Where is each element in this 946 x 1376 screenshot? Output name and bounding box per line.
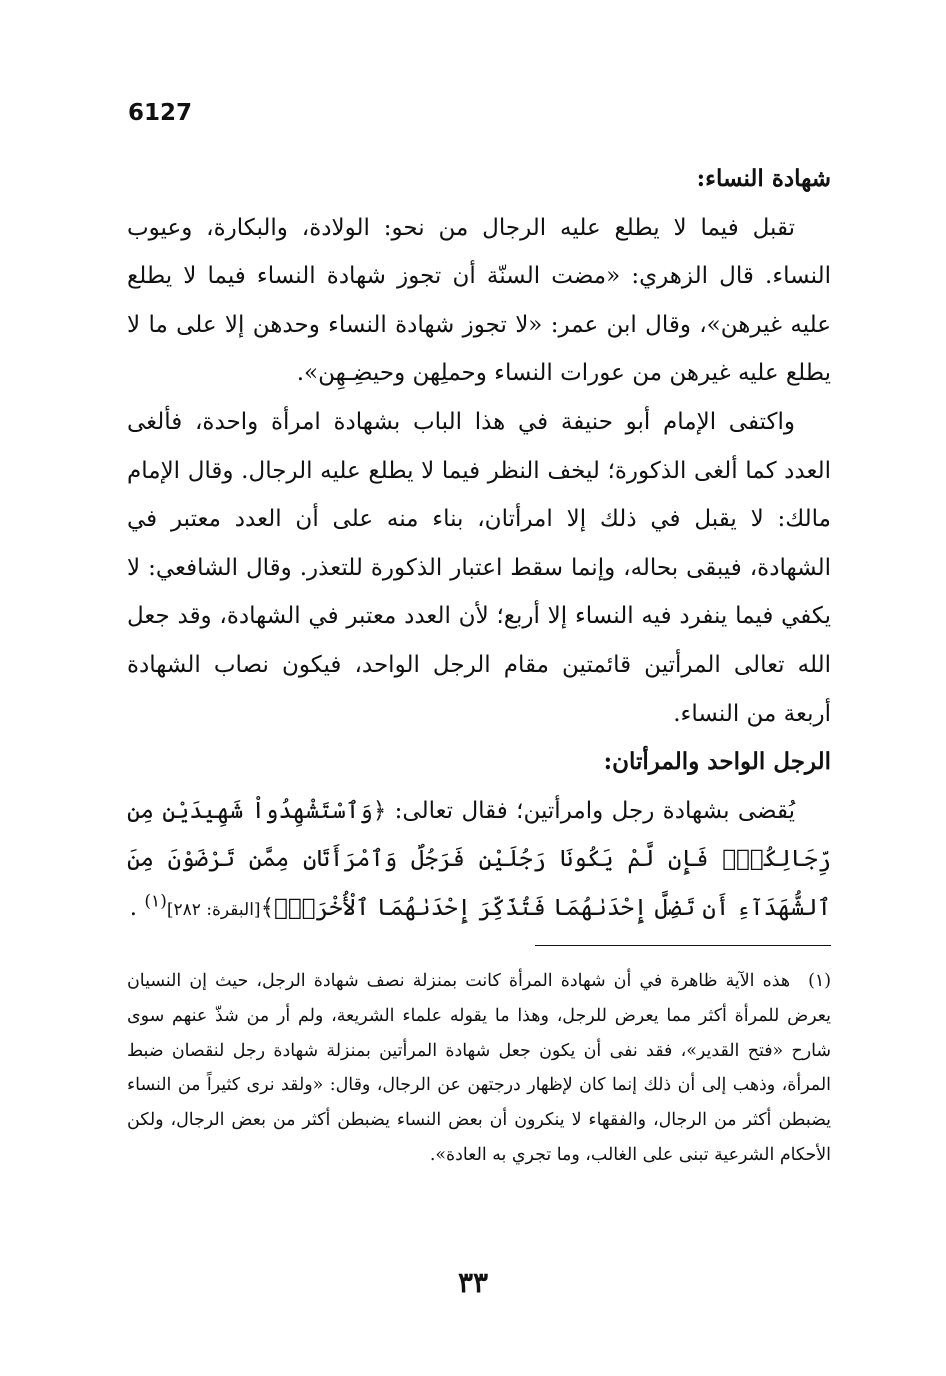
paragraph-with-verse: [127, 787, 831, 935]
sentence-end: .: [129, 894, 138, 921]
section-heading-man-and-two-women: الرجل الواحد والمرأتان:: [603, 748, 831, 776]
paragraph: تقبل فيما لا يطلع عليه الرجال من نحو: الولادة، والبكارة، وعيوب النساء. قال الزهري: «مضت السنّة أن تجوز شهادة النساء فيما لا يطلع عليه غيرهن»، وقال ابن عمر: «لا تجوز شهادة النساء وحدهن إلا على ما لا يطلع عليه غيرهن من عورات النساء وحملِهن وحيضِـهِن».: [127, 214, 831, 387]
quran-verse: ﴿وَٱسْتَشْهِدُواْ شَهِيدَيْنِ مِن رِّجَالِكُمْۖ فَإِن لَّمْ يَكُونَا رَجُلَيْنِ فَرَجُلٌ وَٱمْرَأَتَانِ مِمَّن تَرْضَوْنَ مِنَ ٱلشُّهَدَآءِ أَن تَضِلَّ إِحْدَىٰهُمَا فَتُذَكِّرَ إِحْدَىٰهُمَا ٱلْأُخْرَىٰۚ﴾: [127, 797, 831, 921]
main-text: [127, 155, 831, 935]
verse-reference: [البقرة: ٢٨٢]: [166, 899, 261, 920]
folio-number: ٣٣: [457, 1266, 489, 1299]
footnote-marker: (١): [144, 891, 167, 912]
page-number: 6127: [128, 100, 193, 126]
footnote-label: (١): [808, 971, 831, 991]
footnote-divider: [535, 945, 831, 946]
section-heading-women-testimony: شهادة النساء:: [696, 165, 831, 192]
footnote-text: هذه الآية ظاهرة في أن شهادة المرأة كانت بمنزلة نصف شهادة الرجل، حيث إن النسيان يعرض للمرأة أكثر مما يعرض للرجل، وهذا ما يقوله علماء الشريعة، ولم أر من شذّ عنهم سوى شارح «فتح القدير»، فقد نفى أن يكون جعل شهادة المرأتين بمنزلة شهادة رجل لنقصان ضبط المرأة، وذهب إلى أن ذلك إنما كان لإظهار درجتهن عن الرجال، وقال: «ولقد نرى كثيراً من النساء يضبطن أكثر من الرجال، والفقهاء لا ينكرون أن بعض النساء يضبطن أكثر من بعض الرجال، ولكن الأحكام الشرعية تبنى على الغالب، وما تجري به العادة».: [127, 971, 831, 1165]
paragraph: واكتفى الإمام أبو حنيفة في هذا الباب بشهادة امرأة واحدة، فألغى العدد كما ألغى الذكورة؛ ليخف النظر فيما لا يطلع عليه الرجال. وقال الإمام مالك: لا يقبل في ذلك إلا امرأتان، بناء منه على أن العدد معتبر في الشهادة، فيبقى بحاله، وإنما سقط اعتبار الذكورة للتعذر. وقال الشافعي: لا يكفي فيما ينفرد فيه النساء إلا أربع؛ لأن العدد معتبر في الشهادة، وقد جعل الله تعالى المرأتين قائمتين مقام الرجل الواحد، فيكون نصاب الشهادة أربعة من النساء.: [127, 408, 831, 727]
footnote: [127, 964, 831, 1173]
intro-text: يُقضى بشهادة رجل وامرأتين؛ فقال تعالى:: [394, 797, 795, 824]
